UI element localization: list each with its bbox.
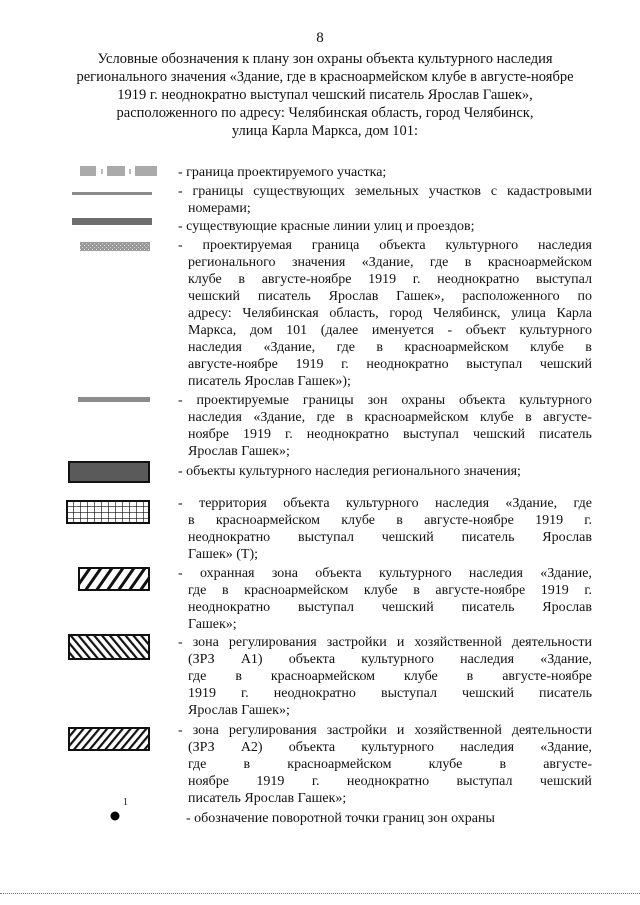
- word: неоднократно: [346, 774, 430, 789]
- word: проектируемая: [202, 238, 292, 253]
- word: хозяйственной: [414, 635, 502, 650]
- word: чешский: [381, 600, 434, 615]
- word: 1919: [535, 513, 564, 528]
- word: -: [178, 566, 183, 581]
- word: проектируемые: [196, 393, 289, 408]
- word: где: [188, 669, 207, 684]
- legend-title: [60, 50, 590, 140]
- word: неоднократно: [188, 530, 271, 545]
- legend-entry-heritage-objects: - объекты культурного наследия регионального значения;: [178, 464, 521, 479]
- word: 1919: [243, 427, 272, 442]
- legend-entry-red-lines: - существующие красные линии улиц и проездов;: [178, 219, 475, 234]
- word: хозяйственной: [414, 723, 502, 738]
- word: «Здание,: [540, 652, 592, 667]
- word: августе-ноябре: [424, 513, 514, 528]
- word: объект: [465, 323, 506, 338]
- word: территория: [199, 496, 267, 511]
- word: г.: [241, 686, 249, 701]
- word: красноармейском: [364, 410, 469, 425]
- word: «Здание,: [253, 410, 306, 425]
- word: августе-ноябре: [261, 272, 352, 287]
- word: наследия: [188, 340, 242, 355]
- word: культурного: [345, 496, 419, 511]
- word: где: [188, 583, 207, 598]
- word: чешский: [472, 427, 525, 442]
- word: дом: [249, 323, 273, 338]
- word: культурного: [361, 740, 434, 755]
- word: с: [490, 184, 498, 199]
- word: культурного: [378, 566, 452, 581]
- word: зон: [367, 393, 388, 408]
- page-bottom-edge: [0, 893, 640, 896]
- word: границы: [302, 393, 354, 408]
- word: в: [525, 410, 532, 425]
- word: существующих: [253, 184, 345, 199]
- word: регулирования: [228, 723, 317, 738]
- word: наследия: [188, 410, 242, 425]
- word: объекта: [288, 740, 336, 755]
- word: чешский: [539, 774, 592, 789]
- word: клубе: [403, 669, 438, 684]
- word: граница: [311, 238, 360, 253]
- word: красноармейском: [215, 513, 321, 528]
- word: в: [464, 255, 472, 270]
- word: (ЗРЗ: [188, 740, 215, 755]
- word: в: [376, 340, 384, 355]
- word: «Здание,: [263, 340, 316, 355]
- word: в: [221, 583, 229, 598]
- word: -: [178, 238, 183, 253]
- zone-boundary-line-symbol: [78, 396, 152, 404]
- word: выступал: [380, 686, 437, 701]
- word: земельных: [354, 184, 419, 199]
- parcel-boundary-line-symbol: [72, 191, 154, 197]
- word: наследия: [460, 740, 515, 755]
- word: г.: [584, 583, 592, 598]
- title-line: 1919 г. неоднократно выступал чешский писатель Ярослав Гашек»,: [117, 87, 533, 103]
- word: августе-: [543, 757, 592, 772]
- word: регулирования: [228, 635, 317, 650]
- word: по: [577, 289, 592, 304]
- word: Ярослав: [542, 600, 592, 615]
- word: Карла: [556, 306, 592, 321]
- word: культурного: [445, 238, 519, 253]
- word: красноармейском: [404, 340, 509, 355]
- word: в: [243, 757, 251, 772]
- word: зона: [192, 723, 219, 738]
- word: клубе: [428, 757, 463, 772]
- word: -: [178, 635, 183, 650]
- word: «Здание,: [361, 255, 414, 270]
- word: г.: [412, 272, 421, 287]
- zrz-a2-symbol: [68, 727, 152, 753]
- red-line-symbol: [72, 217, 154, 227]
- word: наследия: [537, 238, 592, 253]
- word: где: [573, 496, 592, 511]
- word: в: [235, 669, 242, 684]
- title-line: улица Карла Маркса, дом 101:: [231, 123, 419, 139]
- word: писатель: [461, 600, 515, 615]
- word: -: [178, 184, 183, 199]
- word: красноармейском: [487, 255, 592, 270]
- word: зона: [192, 635, 219, 650]
- word: августе-ноябре: [188, 357, 278, 372]
- word: застройки: [326, 723, 387, 738]
- word: выступал: [297, 530, 354, 545]
- word: -: [178, 393, 183, 408]
- word: г.: [311, 774, 320, 789]
- word: неоднократно: [188, 600, 271, 615]
- word: писатель: [539, 427, 592, 442]
- word: выступал: [466, 357, 523, 372]
- word: расположенного: [462, 289, 560, 304]
- word: улица: [511, 306, 546, 321]
- word: и: [396, 635, 405, 650]
- word: выступал: [402, 427, 459, 442]
- word: неоднократно: [273, 686, 356, 701]
- heritage-object-symbol: [68, 461, 152, 485]
- word: клубе: [530, 340, 564, 355]
- legend-entry-territory: - территория объекта культурного наследия «Здание, где в красноармейском клубе в августе-ноябре 1919 г. неоднократно выступал чешский писатель Ярослав Гашек» (Т);: [178, 496, 592, 562]
- word: выступал: [456, 774, 513, 789]
- legend-entry-heritage-boundary: - проектируемая граница объекта культурного наследия регионального значения «Здание, где в красноармейском клубе в августе-ноябре 1919 г. неоднократно выступал чешский писатель Ярослав Гашек», расположенного по адресу: Челябинская область, город Челябинск, улица Карла Маркса, дом 101 (далее именуется - объект культурного наследия «Здание, где в красноармейском клубе в августе-ноябре 1919 г. неоднократно выступал чешский писатель Ярослав Гашек»);: [178, 238, 592, 389]
- word: в: [188, 513, 195, 528]
- word: охранная: [199, 566, 255, 581]
- word: А1): [240, 652, 263, 667]
- word: писатель: [461, 530, 515, 545]
- page-number: 8: [316, 30, 324, 46]
- word: и: [396, 723, 405, 738]
- word: культурного: [519, 393, 592, 408]
- word: выступал: [535, 272, 592, 287]
- word: августе-: [543, 410, 592, 425]
- word: 1919: [256, 774, 285, 789]
- word: объекта: [315, 566, 362, 581]
- word: «Здание,: [540, 566, 592, 581]
- turning-point-number: 1: [123, 797, 128, 808]
- word: писатель: [539, 686, 592, 701]
- word: А2): [240, 740, 263, 755]
- word: в: [466, 669, 474, 684]
- legend-entry-zrz-a2: - зона регулирования застройки и хозяйственной деятельности (ЗРЗ А2) объекта культурного наследия «Здание, где в красноармейском клубе в августе- ноябре 1919 г. неоднократно выступал чешский писатель Ярослав Гашек»;: [178, 723, 592, 806]
- word: охраны: [401, 393, 446, 408]
- word: (ЗРЗ: [188, 652, 215, 667]
- word: чешский: [381, 530, 434, 545]
- word: границы: [192, 184, 244, 199]
- word: 1919: [188, 686, 216, 701]
- word: выступал: [297, 600, 354, 615]
- word: ноябре: [188, 427, 230, 442]
- word: писатель: [257, 289, 311, 304]
- word: область,: [329, 306, 379, 321]
- word: значения: [291, 255, 346, 270]
- word: Ярослав: [542, 530, 592, 545]
- word: 1919: [540, 583, 569, 598]
- word: августе-ноябре: [435, 583, 526, 598]
- word: в: [238, 272, 246, 287]
- word: застройки: [326, 635, 387, 650]
- word: именуется: [371, 323, 434, 338]
- word: неоднократно: [437, 272, 520, 287]
- word: 101: [286, 323, 308, 338]
- legend-entry-turning-point: - обозначение поворотной точки границ зон охраны: [186, 811, 495, 826]
- legend-entry-project-boundary: - граница проектируемого участка;: [178, 165, 387, 180]
- legend-entry-protection-zone: - охранная зона объекта культурного наследия «Здание, где в красноармейском клубе в августе-ноябре 1919 г. неоднократно выступал чешский писатель Ярослав Гашек»;: [178, 566, 592, 632]
- word: Челябинск,: [433, 306, 501, 321]
- legend-entry-zone-boundaries: - проектируемые границы зон охраны объекта культурного наследия «Здание, где в красноармейском клубе в августе- ноябре 1919 г. неоднократно выступал чешский писатель Ярослав Гашек»;: [178, 393, 592, 459]
- word: объекта: [283, 496, 330, 511]
- word: в: [413, 583, 420, 598]
- word: Ярослав: [328, 289, 379, 304]
- word: город: [389, 306, 423, 321]
- word: клубе: [188, 272, 222, 287]
- word: наследия: [435, 496, 490, 511]
- title-line: Условные обозначения к плану зон охраны объекта культурного наследия: [97, 51, 553, 67]
- word: в: [585, 340, 592, 355]
- word: наследия: [460, 652, 515, 667]
- legend-entry-parcels: - границы существующих земельных участков с кадастровыми номерами;: [178, 184, 592, 216]
- word: Маркса,: [188, 323, 237, 338]
- word: деятельности: [511, 635, 592, 650]
- word: Гашек»,: [396, 289, 445, 304]
- word: деятельности: [511, 723, 592, 738]
- word: зона: [271, 566, 298, 581]
- word: г.: [341, 357, 349, 372]
- legend-entry-zrz-a1: - зона регулирования застройки и хозяйственной деятельности (ЗРЗ А1) объекта культурного наследия «Здание, где в красноармейском клубе в августе-ноябре 1919 г. неоднократно выступал чешский писатель Ярослав Гашек»;: [178, 635, 592, 718]
- word: где: [429, 255, 449, 270]
- word: красноармейском: [287, 757, 392, 772]
- title-line: регионального значения «Здание, где в красноармейском клубе в августе-ноябре: [76, 69, 574, 85]
- word: г.: [584, 513, 592, 528]
- word: адресу:: [188, 306, 232, 321]
- word: регионального: [188, 255, 276, 270]
- word: в: [396, 513, 403, 528]
- territory-grid-symbol: [66, 500, 152, 526]
- zrz-a1-symbol: [68, 634, 152, 662]
- word: «Здание,: [505, 496, 558, 511]
- word: красноармейском: [244, 583, 349, 598]
- word: -: [178, 723, 183, 738]
- word: (далее: [320, 323, 359, 338]
- word: клубе: [341, 513, 376, 528]
- word: -: [178, 496, 183, 511]
- word: 1919: [368, 272, 397, 287]
- word: «Здание,: [540, 740, 592, 755]
- word: неоднократно: [306, 427, 389, 442]
- word: 1919: [295, 357, 324, 372]
- dashed-boundary-symbol: [80, 164, 160, 178]
- word: культурного: [361, 652, 434, 667]
- projected-boundary-symbol: [80, 241, 152, 253]
- word: в: [499, 757, 507, 772]
- word: клубе: [479, 410, 514, 425]
- protection-zone-symbol: [78, 567, 152, 593]
- word: где: [316, 410, 335, 425]
- word: объекта: [459, 393, 506, 408]
- word: где: [336, 340, 355, 355]
- word: г.: [285, 427, 293, 442]
- word: культурного: [519, 323, 592, 338]
- word: -: [447, 323, 453, 338]
- word: в: [346, 410, 353, 425]
- word: чешский: [188, 289, 241, 304]
- word: объекта: [379, 238, 426, 253]
- word: кадастровыми: [506, 184, 592, 199]
- word: объекта: [288, 652, 336, 667]
- word: Челябинская: [242, 306, 319, 321]
- word: августе-ноябре: [502, 669, 592, 684]
- title-line: расположенного по адресу: Челябинская область, город Челябинск,: [116, 105, 534, 121]
- word: неоднократно: [366, 357, 449, 372]
- word: участков: [428, 184, 481, 199]
- word: где: [188, 757, 207, 772]
- word: красноармейском: [270, 669, 376, 684]
- word: чешский: [461, 686, 515, 701]
- word: наследия: [468, 566, 523, 581]
- word: чешский: [539, 357, 592, 372]
- word: клубе: [363, 583, 398, 598]
- word: ноябре: [188, 774, 230, 789]
